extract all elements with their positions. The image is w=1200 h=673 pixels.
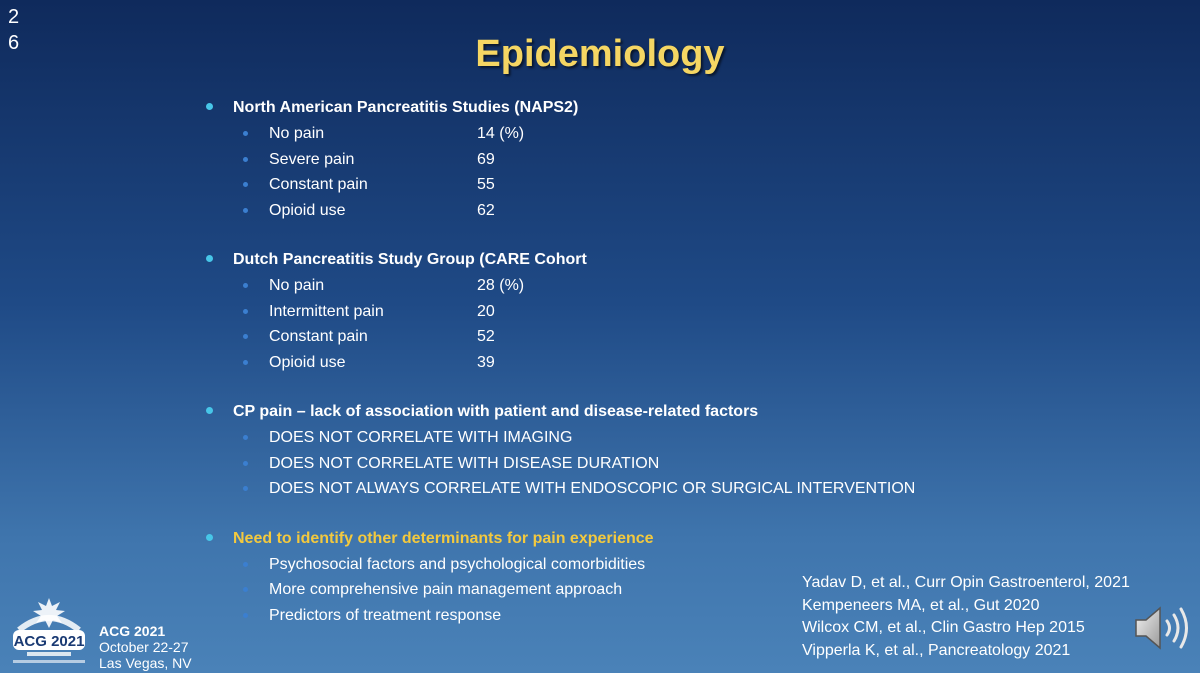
item-value: 69 xyxy=(477,150,495,168)
conference-dates: October 22-27 xyxy=(99,639,189,655)
sub-bullet-icon xyxy=(243,334,248,339)
list-item xyxy=(203,451,1003,477)
item-value: 39 xyxy=(477,353,495,371)
list-item xyxy=(203,147,1003,173)
item-label: No pain xyxy=(269,277,325,294)
item-value: 52 xyxy=(477,328,495,345)
bullet-icon xyxy=(206,255,213,262)
list-item xyxy=(203,198,1003,224)
item-label: DOES NOT ALWAYS CORRELATE WITH ENDOSCOPIC OR SURGICAL INTERVENTION xyxy=(269,480,916,497)
sub-bullet-icon xyxy=(243,157,248,162)
list-item xyxy=(203,273,1003,299)
list-item xyxy=(203,299,1003,325)
acg-logo-icon xyxy=(5,596,93,668)
section-heading-label: North American Pancreatitis Studies (NAPS2) xyxy=(233,99,579,116)
item-label: Severe pain xyxy=(269,150,355,168)
sub-bullet-icon xyxy=(243,283,248,288)
reference-item: Vipperla K, et al., Pancreatology 2021 xyxy=(802,641,1071,659)
item-value: 62 xyxy=(477,201,495,219)
list-item xyxy=(203,121,1003,147)
item-value: 55 xyxy=(477,176,495,193)
list-item xyxy=(203,324,1003,350)
sub-bullet-icon xyxy=(243,587,248,592)
item-label: Intermittent pain xyxy=(269,302,384,320)
sub-bullet-icon xyxy=(243,562,248,567)
section-heading-label: CP pain – lack of association with patient and disease-related factors xyxy=(233,403,759,420)
list-item xyxy=(203,172,1003,198)
section-heading-label: Need to identify other determinants for pain experience xyxy=(233,529,654,547)
section-heading xyxy=(203,95,1003,121)
sub-bullet-icon xyxy=(243,309,248,314)
section-heading xyxy=(203,247,1003,273)
reference-item: Wilcox CM, et al., Clin Gastro Hep 2015 xyxy=(802,619,1085,636)
slide-number-digit-1: 2 xyxy=(8,6,20,28)
conference-name: ACG 2021 xyxy=(99,623,166,639)
section-heading xyxy=(203,399,1003,425)
item-label: Constant pain xyxy=(269,328,368,345)
item-value: 28 (%) xyxy=(477,277,525,294)
item-label: Predictors of treatment response xyxy=(269,606,502,624)
slide-content xyxy=(203,95,1003,652)
sub-bullet-icon xyxy=(243,208,248,213)
sub-bullet-icon xyxy=(243,461,248,466)
item-label: Opioid use xyxy=(269,353,346,371)
sub-bullet-icon xyxy=(243,613,248,618)
item-label: DOES NOT CORRELATE WITH DISEASE DURATION xyxy=(269,454,660,472)
item-label: No pain xyxy=(269,125,325,142)
bullet-icon xyxy=(206,534,213,541)
section-care-cohort xyxy=(203,247,1003,375)
item-label: More comprehensive pain management approach xyxy=(269,581,623,598)
item-value: 20 xyxy=(477,302,495,320)
sub-bullet-icon xyxy=(243,360,248,365)
bullet-icon xyxy=(206,103,213,110)
section-naps2 xyxy=(203,95,1003,223)
reference-item: Yadav D, et al., Curr Opin Gastroenterol, 2021 xyxy=(802,574,1130,591)
logo-text: ACG 2021 xyxy=(13,633,85,650)
item-label: Constant pain xyxy=(269,176,368,193)
list-item xyxy=(203,425,1003,451)
section-cp-pain xyxy=(203,399,1003,502)
conference-location: Las Vegas, NV xyxy=(99,655,192,671)
sub-bullet-icon xyxy=(243,435,248,440)
sub-bullet-icon xyxy=(243,131,248,136)
item-label: Opioid use xyxy=(269,201,346,219)
references xyxy=(802,572,1130,662)
sub-bullet-icon xyxy=(243,182,248,187)
slide-title: Epidemiology xyxy=(475,33,725,75)
speaker-icon[interactable] xyxy=(1132,603,1194,653)
item-label: DOES NOT CORRELATE WITH IMAGING xyxy=(269,429,573,446)
list-item xyxy=(203,476,1003,502)
conference-info xyxy=(99,623,192,671)
section-heading xyxy=(203,526,1003,552)
list-item xyxy=(203,350,1003,376)
item-label: Psychosocial factors and psychological comorbidities xyxy=(269,555,646,573)
sub-bullet-icon xyxy=(243,486,248,491)
section-heading-label: Dutch Pancreatitis Study Group (CARE Cohort xyxy=(233,251,587,268)
slide-number-digit-2: 6 xyxy=(8,32,20,54)
bullet-icon xyxy=(206,407,213,414)
reference-item: Kempeneers MA, et al., Gut 2020 xyxy=(802,596,1040,614)
item-value: 14 (%) xyxy=(477,125,525,142)
